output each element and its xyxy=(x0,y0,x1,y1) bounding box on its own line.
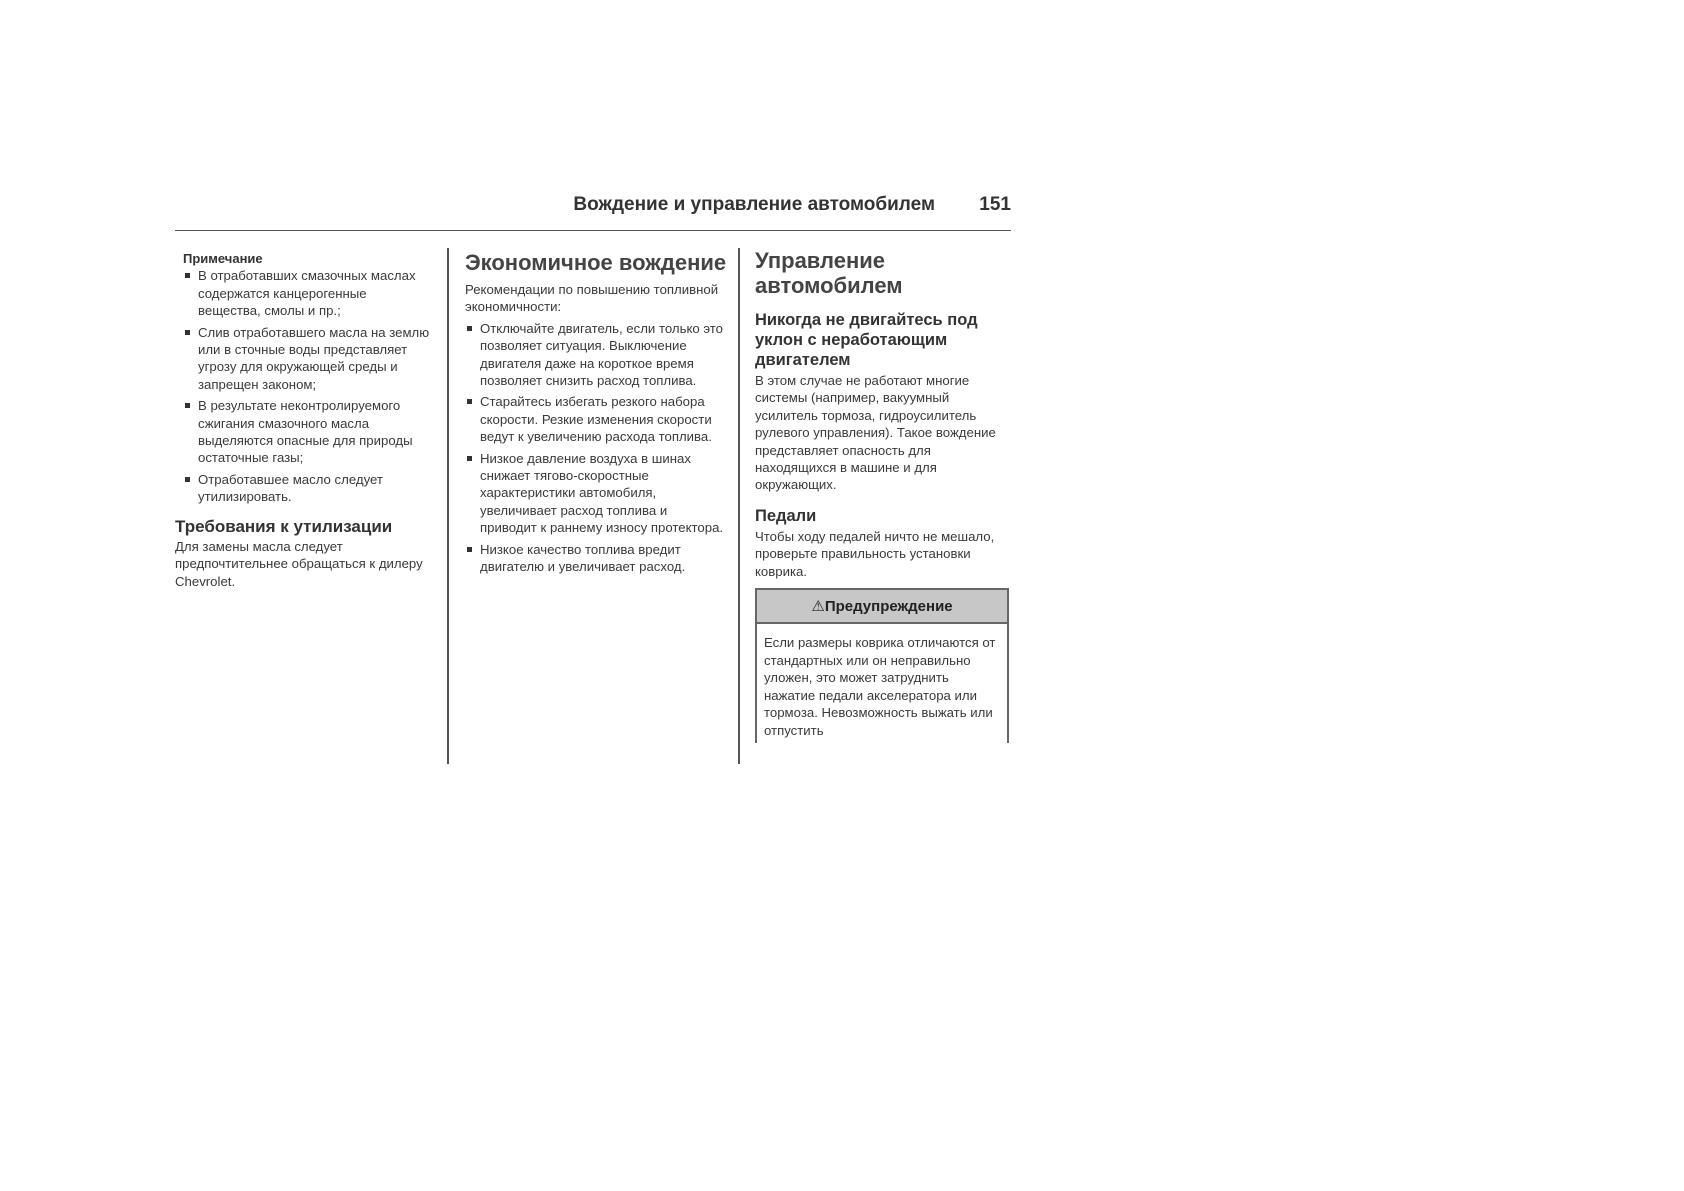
list-item: В результате неконтролируемого сжигания смазочного масла выделяются опасные для природы остаточные газы; xyxy=(183,397,430,467)
column-divider-left xyxy=(447,248,449,764)
downhill-text: В этом случае не работают многие системы (например, вакуумный усилитель тормоза, гидроусилитель рулевого управления). Такое вождение представляет опасность для находящихся в машине и для окружающих. xyxy=(755,373,996,493)
column-right xyxy=(755,248,1010,743)
list-item: Старайтесь избегать резкого набора скорости. Резкие изменения скорости ведут к увеличению расхода топлива. xyxy=(465,393,727,445)
list-item: Низкое качество топлива вредит двигателю и увеличивает расход. xyxy=(465,541,727,576)
page-number: 151 xyxy=(979,194,1011,215)
economy-heading: Экономичное вождение xyxy=(465,250,727,275)
note-list xyxy=(175,267,430,505)
column-middle xyxy=(465,248,727,580)
list-item: Отработавшее масло следует утилизировать. xyxy=(183,471,430,506)
pedals-heading: Педали xyxy=(755,506,817,525)
pedals-text: Чтобы ходу педалей ничто не мешало, проверьте правильность установки коврика. xyxy=(755,528,995,579)
disposal-heading: Требования к утилизации xyxy=(175,516,393,536)
list-item: Низкое давление воздуха в шинах снижает тягово-скоростные характеристики автомобиля, увеличивает расход топлива и приводит к раннему износу протектора. xyxy=(465,450,727,537)
column-divider-right xyxy=(738,248,740,764)
warning-title: Предупреждение xyxy=(824,598,953,616)
economy-intro: Рекомендации по повышению топливной экономичности: xyxy=(465,282,719,315)
chapter-title: Вождение и управление автомобилем xyxy=(573,194,935,215)
warning-text: Если размеры коврика отличаются от стандартных или он неправильно уложен, это может затруднить нажатие педали акселератора или тормоза. Невозможность выжать или отпустить xyxy=(764,635,996,738)
list-item: В отработавших смазочных маслах содержатся канцерогенные вещества, смолы и пр.; xyxy=(183,267,430,319)
warning-icon: ⚠ xyxy=(811,598,825,616)
column-left xyxy=(175,248,430,594)
list-item: Отключайте двигатель, если только это позволяет ситуация. Выключение двигателя даже на короткое время позволяет снизить расход топлива. xyxy=(465,320,727,390)
note-title: Примечание xyxy=(183,251,263,266)
warning-header xyxy=(757,590,1007,624)
downhill-heading: Никогда не двигайтесь под уклон с неработающим двигателем xyxy=(755,311,978,369)
warning-box xyxy=(755,588,1009,743)
disposal-text: Для замены масла следует предпочтительнее обращаться к дилеру Chevrolet. xyxy=(175,538,423,589)
page-header xyxy=(175,190,1011,231)
economy-list xyxy=(465,320,727,576)
control-heading: Управление автомобилем xyxy=(755,248,903,298)
list-item: Слив отработавшего масла на землю или в сточные воды представляет угрозу для окружающей среды и запрещен законом; xyxy=(183,324,430,394)
